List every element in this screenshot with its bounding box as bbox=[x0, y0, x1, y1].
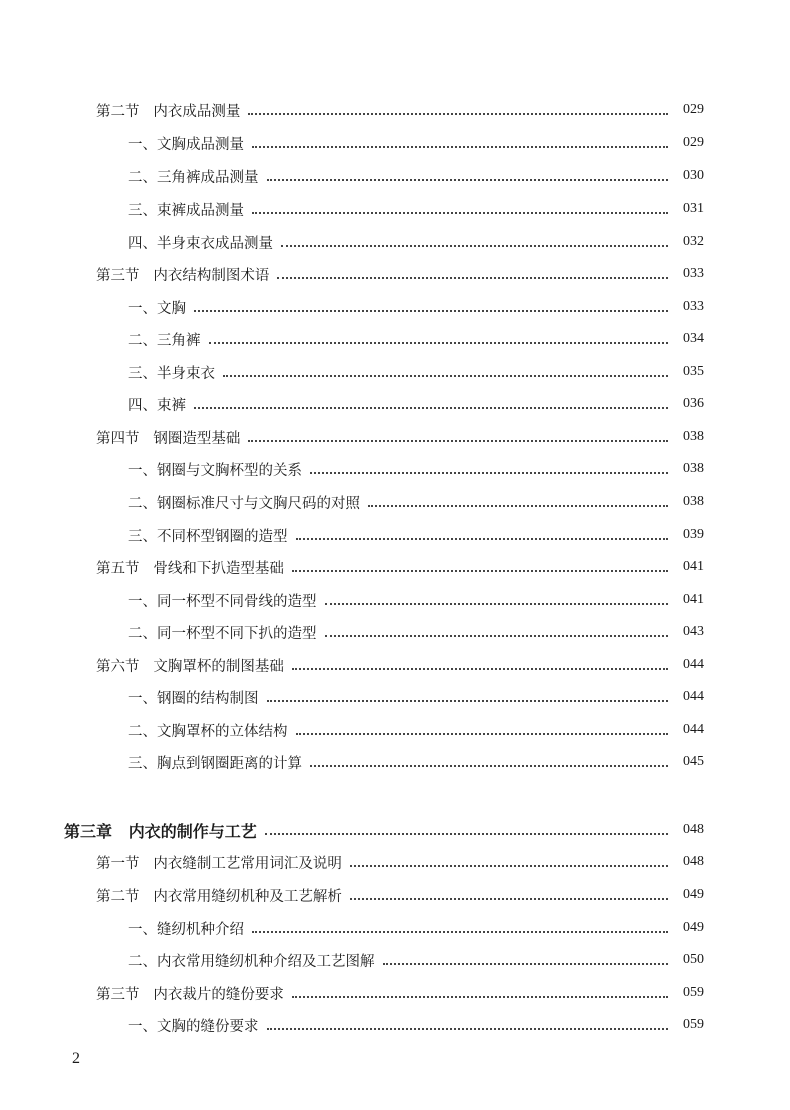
toc-entry-prefix: 四、 bbox=[128, 397, 157, 414]
toc-entry-label bbox=[128, 525, 288, 546]
toc-entry-title: 钢圈标准尺寸与文胸尺码的对照 bbox=[157, 495, 360, 512]
toc-entry-page: 045 bbox=[683, 754, 704, 769]
toc-entry-label bbox=[128, 752, 302, 773]
toc-entry-prefix: 二、 bbox=[128, 332, 157, 349]
toc-entry-page: 033 bbox=[683, 299, 704, 314]
toc-entry-prefix: 第六节 bbox=[96, 658, 140, 675]
toc-entry-prefix: 第二节 bbox=[96, 103, 140, 120]
leader-dots bbox=[292, 667, 668, 670]
toc-entry-title: 内衣裁片的缝份要求 bbox=[153, 986, 284, 1003]
toc-entry-prefix: 一、 bbox=[128, 136, 157, 153]
toc-entry-title: 同一杯型不同骨线的造型 bbox=[157, 593, 317, 610]
leader-dots bbox=[267, 1027, 669, 1030]
toc-entry-prefix: 一、 bbox=[128, 921, 157, 938]
toc-entry-title: 文胸罩杯的制图基础 bbox=[153, 658, 284, 675]
toc-entry bbox=[0, 750, 790, 774]
toc-entry bbox=[0, 262, 790, 286]
toc-entry-label bbox=[128, 492, 360, 513]
toc-entry-page: 050 bbox=[683, 952, 704, 967]
leader-dots bbox=[325, 602, 669, 605]
leader-dots bbox=[296, 537, 669, 540]
toc-entry-prefix: 第四节 bbox=[96, 430, 140, 447]
toc-entry-page: 044 bbox=[683, 722, 704, 737]
toc-entry-title: 内衣成品测量 bbox=[153, 103, 241, 120]
toc-entry-prefix: 第三节 bbox=[96, 267, 140, 284]
toc-entry-title: 三角裤成品测量 bbox=[157, 169, 259, 186]
leader-dots bbox=[350, 897, 668, 900]
toc-entry-prefix: 一、 bbox=[128, 593, 157, 610]
toc-entry bbox=[0, 131, 790, 155]
toc-entry-prefix: 一、 bbox=[128, 462, 157, 479]
leader-dots bbox=[281, 244, 668, 247]
toc-entry-page: 059 bbox=[683, 985, 704, 1000]
toc-entry-label bbox=[96, 427, 240, 448]
toc-entry bbox=[0, 327, 790, 351]
toc-entry-page: 029 bbox=[683, 135, 704, 150]
toc-entry-page: 049 bbox=[683, 920, 704, 935]
toc-entry-title: 内衣缝制工艺常用词汇及说明 bbox=[153, 855, 342, 872]
toc-entry-title: 文胸 bbox=[157, 300, 186, 317]
toc-entry-title: 不同杯型钢圈的造型 bbox=[157, 528, 288, 545]
toc-entry-page: 059 bbox=[683, 1017, 704, 1032]
toc-entry-label bbox=[96, 983, 284, 1004]
leader-dots bbox=[350, 864, 668, 867]
leader-dots bbox=[310, 471, 668, 474]
toc-entry-prefix: 三、 bbox=[128, 365, 157, 382]
toc-entry bbox=[0, 457, 790, 481]
leader-dots bbox=[383, 962, 669, 965]
toc-entry-prefix: 三、 bbox=[128, 202, 157, 219]
toc-entry-page: 038 bbox=[683, 429, 704, 444]
leader-dots bbox=[209, 341, 669, 344]
toc-entry-prefix: 第五节 bbox=[96, 560, 140, 577]
leader-dots bbox=[267, 178, 669, 181]
toc-entry bbox=[0, 653, 790, 677]
toc-entry bbox=[0, 818, 790, 842]
leader-dots bbox=[252, 145, 668, 148]
toc-entry-page: 038 bbox=[683, 461, 704, 476]
toc-entry-page: 044 bbox=[683, 657, 704, 672]
toc-entry-label bbox=[128, 687, 259, 708]
leader-dots bbox=[194, 309, 668, 312]
toc-entry-page: 035 bbox=[683, 364, 704, 379]
toc-entry-label bbox=[128, 232, 273, 253]
toc-entry-page: 031 bbox=[683, 201, 704, 216]
leader-dots bbox=[267, 699, 669, 702]
leader-dots bbox=[310, 764, 668, 767]
toc-entry bbox=[0, 523, 790, 547]
leader-dots bbox=[194, 406, 668, 409]
toc-entry-label bbox=[128, 297, 186, 318]
leader-dots bbox=[277, 276, 668, 279]
toc-entry-page: 043 bbox=[683, 624, 704, 639]
toc-entry-page: 032 bbox=[683, 234, 704, 249]
toc-entry-page: 038 bbox=[683, 494, 704, 509]
leader-dots bbox=[292, 995, 668, 998]
toc-entry-label bbox=[96, 655, 284, 676]
toc-entry-label bbox=[128, 590, 317, 611]
toc-entry-prefix: 四、 bbox=[128, 235, 157, 252]
toc-entry-label bbox=[96, 885, 342, 906]
toc-entry-label bbox=[128, 362, 215, 383]
page-number: 2 bbox=[72, 1050, 80, 1067]
toc-entry-title: 半身束衣 bbox=[157, 365, 215, 382]
toc-entry-label bbox=[64, 819, 257, 842]
toc-entry bbox=[0, 197, 790, 221]
toc-entry-page: 036 bbox=[683, 396, 704, 411]
toc-entry-label bbox=[128, 394, 186, 415]
toc-entry-title: 骨线和下扒造型基础 bbox=[153, 560, 284, 577]
toc-entry-label bbox=[128, 133, 244, 154]
toc-entry-label bbox=[128, 1015, 259, 1036]
toc-entry bbox=[0, 718, 790, 742]
toc-entry-title: 文胸成品测量 bbox=[157, 136, 244, 153]
toc-entry-page: 029 bbox=[683, 102, 704, 117]
toc-entry-prefix: 二、 bbox=[128, 169, 157, 186]
toc-entry-title: 半身束衣成品测量 bbox=[157, 235, 273, 252]
toc-entry-prefix: 三、 bbox=[128, 528, 157, 545]
toc-entry bbox=[0, 948, 790, 972]
toc-entry-prefix: 第二节 bbox=[96, 888, 140, 905]
toc-entry-title: 钢圈的结构制图 bbox=[157, 690, 259, 707]
toc-entry-title: 束裤 bbox=[157, 397, 186, 414]
toc-entry-title: 内衣常用缝纫机种介绍及工艺图解 bbox=[157, 953, 375, 970]
toc-entry bbox=[0, 620, 790, 644]
toc-entry-prefix: 第三章 bbox=[64, 821, 113, 841]
toc-entry-label bbox=[96, 852, 342, 873]
toc-entry-label bbox=[128, 166, 259, 187]
toc-entry-title: 钢圈造型基础 bbox=[153, 430, 241, 447]
toc-entry bbox=[0, 392, 790, 416]
leader-dots bbox=[325, 634, 669, 637]
toc-entry-label bbox=[96, 264, 269, 285]
toc-entry bbox=[0, 360, 790, 384]
toc-entry-title: 三角裤 bbox=[157, 332, 201, 349]
toc-entry-title: 胸点到钢圈距离的计算 bbox=[157, 755, 302, 772]
toc-entry bbox=[0, 490, 790, 514]
toc-entry-title: 同一杯型不同下扒的造型 bbox=[157, 625, 317, 642]
toc-entry-label bbox=[96, 100, 240, 121]
toc-entry-label bbox=[128, 622, 317, 643]
toc-entry-title: 文胸的缝份要求 bbox=[157, 1018, 259, 1035]
toc-entry bbox=[0, 588, 790, 612]
toc-entry-title: 束裤成品测量 bbox=[157, 202, 244, 219]
toc-entry-title: 钢圈与文胸杯型的关系 bbox=[157, 462, 302, 479]
toc-entry-label bbox=[128, 199, 244, 220]
leader-dots bbox=[265, 832, 668, 835]
toc-entry bbox=[0, 981, 790, 1005]
toc-entry-title: 缝纫机种介绍 bbox=[157, 921, 244, 938]
toc-entry bbox=[0, 230, 790, 254]
leader-dots bbox=[252, 211, 668, 214]
toc-entry-page: 041 bbox=[683, 559, 704, 574]
leader-dots bbox=[368, 504, 668, 507]
toc-entry bbox=[0, 1013, 790, 1037]
toc-entry-prefix: 三、 bbox=[128, 755, 157, 772]
leader-dots bbox=[248, 112, 668, 115]
toc-entry-page: 044 bbox=[683, 689, 704, 704]
toc-entry-title: 内衣常用缝纫机种及工艺解析 bbox=[153, 888, 342, 905]
toc-entry bbox=[0, 295, 790, 319]
toc-entry-page: 041 bbox=[683, 592, 704, 607]
toc-entry-label bbox=[96, 557, 284, 578]
toc-entry-title: 内衣结构制图术语 bbox=[153, 267, 270, 284]
toc-entry-label bbox=[128, 459, 302, 480]
toc-entry-page: 039 bbox=[683, 527, 704, 542]
toc-entry bbox=[0, 850, 790, 874]
toc-entry-prefix: 二、 bbox=[128, 723, 157, 740]
toc-entry-title: 内衣的制作与工艺 bbox=[128, 821, 257, 841]
toc-entry-page: 030 bbox=[683, 168, 704, 183]
toc-entry-page: 033 bbox=[683, 266, 704, 281]
toc-entry-label bbox=[128, 950, 375, 971]
leader-dots bbox=[223, 374, 668, 377]
toc-entry-prefix: 一、 bbox=[128, 690, 157, 707]
toc-entry-page: 048 bbox=[683, 822, 704, 837]
leader-dots bbox=[292, 569, 668, 572]
toc-entry bbox=[0, 916, 790, 940]
toc-entry bbox=[0, 685, 790, 709]
toc-entry bbox=[0, 98, 790, 122]
toc-entry-prefix: 一、 bbox=[128, 1018, 157, 1035]
toc-entry bbox=[0, 883, 790, 907]
toc-entry bbox=[0, 555, 790, 579]
leader-dots bbox=[252, 930, 668, 933]
leader-dots bbox=[296, 732, 669, 735]
toc-entry-prefix: 二、 bbox=[128, 625, 157, 642]
toc-entry-page: 048 bbox=[683, 854, 704, 869]
toc-entry-page: 034 bbox=[683, 331, 704, 346]
toc-entry-label bbox=[128, 329, 201, 350]
toc-entry-prefix: 第三节 bbox=[96, 986, 140, 1003]
toc-entry-prefix: 二、 bbox=[128, 495, 157, 512]
toc-entry-label bbox=[128, 720, 288, 741]
toc-entry-prefix: 二、 bbox=[128, 953, 157, 970]
toc-entry-title: 文胸罩杯的立体结构 bbox=[157, 723, 288, 740]
toc-entry bbox=[0, 164, 790, 188]
toc-entry-label bbox=[128, 918, 244, 939]
toc-entry bbox=[0, 425, 790, 449]
toc-entry-prefix: 一、 bbox=[128, 300, 157, 317]
leader-dots bbox=[248, 439, 668, 442]
toc-entry-prefix: 第一节 bbox=[96, 855, 140, 872]
toc-entry-page: 049 bbox=[683, 887, 704, 902]
